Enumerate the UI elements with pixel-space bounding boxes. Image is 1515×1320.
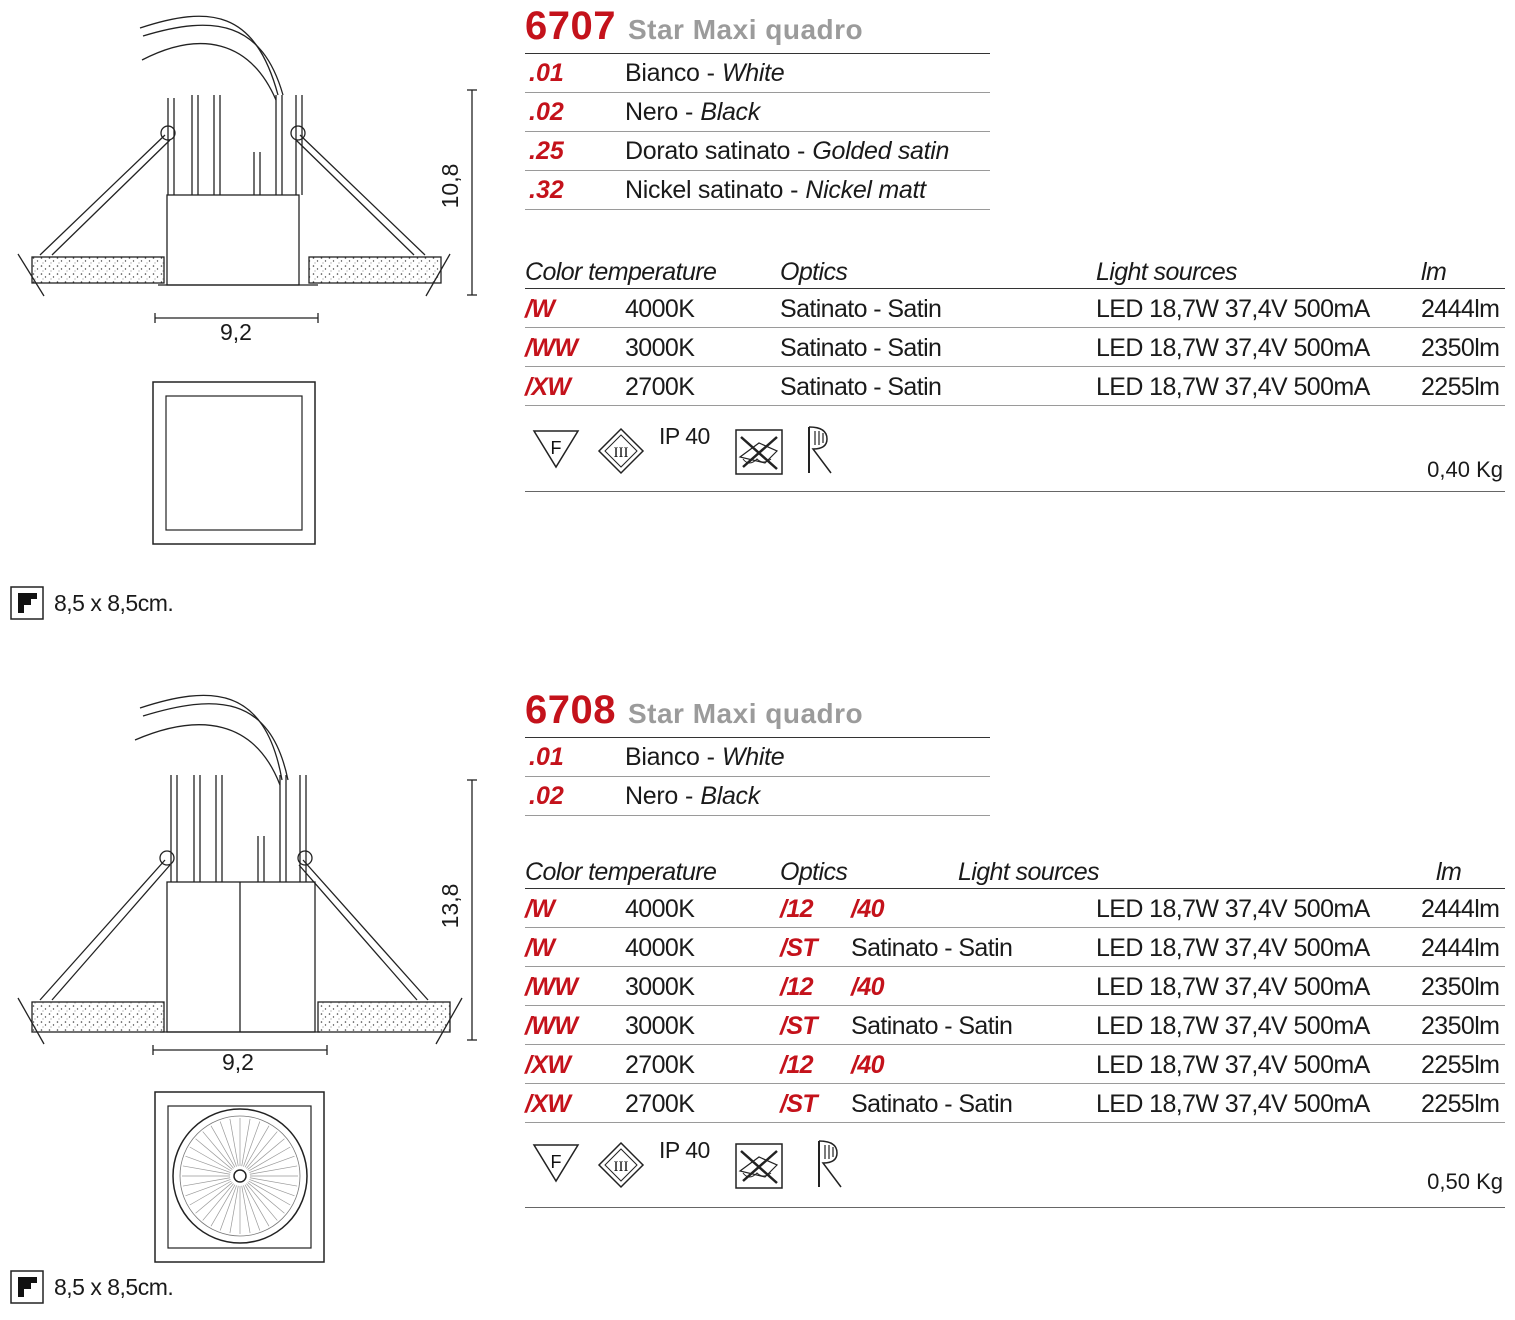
light-source: LED 18,7W 37,4V 500mA	[1096, 334, 1370, 362]
optics: Satinato - Satin	[780, 373, 942, 401]
front-view	[153, 382, 315, 544]
finish-code: .02	[529, 781, 564, 810]
optic-code: /ST	[780, 1090, 818, 1118]
finish-row: .25 Dorato satinato - Golded satin	[525, 132, 990, 171]
finish-name-en: Black	[700, 781, 760, 810]
width-dimension: 9,2	[220, 319, 252, 345]
header-lumen: lm	[1436, 858, 1462, 886]
light-source: LED 18,7W 37,4V 500mA	[1096, 973, 1370, 1001]
optics: Satinato - Satin	[780, 334, 942, 362]
table-row	[525, 289, 1505, 328]
variant-code: /XW	[525, 373, 571, 401]
table-row	[525, 1006, 1505, 1045]
product-name: Star Maxi quadro	[627, 14, 864, 45]
svg-text:F: F	[550, 438, 562, 458]
front-view	[155, 1092, 324, 1262]
lumen: 2255lm	[1421, 1090, 1500, 1118]
lumen: 2444lm	[1421, 934, 1500, 962]
cutout-size	[10, 1270, 173, 1304]
light-source: LED 18,7W 37,4V 500mA	[1096, 934, 1370, 962]
optic-code: /ST	[780, 934, 818, 962]
product-code: 6708	[525, 688, 616, 732]
variant-code: /WW	[525, 1012, 578, 1040]
header-optics: Optics	[780, 858, 848, 886]
class-f-icon	[531, 1141, 581, 1185]
reflector-rays	[182, 1118, 298, 1234]
header-light-sources: Light sources	[1096, 258, 1237, 286]
height-dimension: 13,8	[437, 883, 463, 929]
optic-code: /12	[780, 1051, 813, 1079]
no-insulation-cover-icon	[735, 1143, 783, 1189]
finish-name-en: White	[721, 58, 785, 87]
ip-rating: IP 40	[659, 423, 710, 449]
header-color-temperature: Color temperature	[525, 258, 717, 286]
finish-code: .32	[529, 175, 564, 204]
variant-code: /W	[525, 295, 555, 323]
optic-angle: /40	[851, 973, 884, 1001]
reflector-ray	[203, 1132, 234, 1169]
spec-table-header	[525, 858, 1505, 889]
product-title	[525, 4, 863, 49]
lumen: 2444lm	[1421, 895, 1500, 923]
product-section-6708	[0, 660, 1515, 1320]
optic-code: /12	[780, 973, 813, 1001]
reflector-ray	[248, 1139, 285, 1170]
spec-table-header	[525, 258, 1505, 289]
finish-row: .32 Nickel satinato - Nickel matt	[525, 171, 990, 210]
finish-row: .01 Bianco - White	[525, 54, 990, 93]
lumen: 2255lm	[1421, 1051, 1500, 1079]
reflector-ray	[246, 1132, 277, 1169]
optic-finish: Satinato - Satin	[851, 934, 1013, 962]
technical-drawing	[0, 660, 500, 1320]
finish-row: .02 Nero - Black	[525, 93, 990, 132]
header-lumen: lm	[1421, 258, 1447, 286]
light-source: LED 18,7W 37,4V 500mA	[1096, 895, 1370, 923]
finish-name-it: Bianco	[625, 742, 700, 771]
color-temperature: 3000K	[625, 334, 695, 362]
color-temperature: 4000K	[625, 934, 695, 962]
color-temperature: 3000K	[625, 1012, 695, 1040]
finish-row: .02 Nero - Black	[525, 777, 990, 816]
optic-finish: Satinato - Satin	[851, 1012, 1013, 1040]
finish-name-en: White	[721, 742, 785, 771]
variant-code: /W	[525, 895, 555, 923]
cutout-label: 8,5 x 8,5cm.	[54, 589, 174, 616]
svg-text:III: III	[613, 1159, 629, 1175]
finishes-list	[525, 53, 990, 210]
finish-name-en: Black	[700, 97, 760, 126]
cutout-label: 8,5 x 8,5cm.	[54, 1273, 174, 1300]
finish-name-it: Nero	[625, 781, 678, 810]
finish-name-it: Nickel satinato	[625, 175, 784, 204]
light-source: LED 18,7W 37,4V 500mA	[1096, 373, 1370, 401]
reflector-ray	[248, 1182, 285, 1213]
lumen: 2350lm	[1421, 1012, 1500, 1040]
finishes-list	[525, 737, 990, 816]
side-view	[18, 16, 477, 323]
replaceable-light-source-icon	[813, 1139, 847, 1189]
finish-name-it: Dorato satinato	[625, 136, 791, 165]
class-iii-icon	[597, 427, 645, 475]
lumen: 2350lm	[1421, 973, 1500, 1001]
table-row	[525, 1084, 1505, 1123]
light-source: LED 18,7W 37,4V 500mA	[1096, 295, 1370, 323]
spec-table	[525, 258, 1505, 406]
class-iii-icon	[597, 1141, 645, 1189]
color-temperature: 2700K	[625, 1090, 695, 1118]
lumen: 2350lm	[1421, 334, 1500, 362]
color-temperature: 3000K	[625, 973, 695, 1001]
certification-icons	[525, 1127, 1505, 1208]
lumen: 2255lm	[1421, 373, 1500, 401]
table-row	[525, 889, 1505, 928]
weight-label: 0,40 Kg	[1427, 457, 1503, 482]
reflector-ray	[196, 1182, 233, 1213]
finish-code: .02	[529, 97, 564, 126]
color-temperature: 4000K	[625, 295, 695, 323]
product-code: 6707	[525, 4, 616, 48]
reflector-ray	[196, 1139, 233, 1170]
product-title	[525, 688, 863, 733]
color-temperature: 2700K	[625, 1051, 695, 1079]
table-row	[525, 367, 1505, 406]
finish-name-en: Golded satin	[812, 136, 950, 165]
optic-angle: /40	[851, 895, 884, 923]
finish-code: .01	[529, 742, 564, 771]
light-source: LED 18,7W 37,4V 500mA	[1096, 1051, 1370, 1079]
ip-rating: IP 40	[659, 1137, 710, 1163]
reflector-ray	[203, 1184, 234, 1221]
finish-name-en: Nickel matt	[805, 175, 926, 204]
cutout-size	[10, 586, 173, 620]
class-f-icon	[531, 427, 581, 471]
light-source: LED 18,7W 37,4V 500mA	[1096, 1090, 1370, 1118]
finish-name-it: Nero	[625, 97, 678, 126]
color-temperature: 4000K	[625, 895, 695, 923]
variant-code: /WW	[525, 334, 578, 362]
variant-code: /XW	[525, 1051, 571, 1079]
color-temperature: 2700K	[625, 373, 695, 401]
technical-drawing	[0, 0, 500, 660]
no-insulation-cover-icon	[735, 429, 783, 475]
lumen: 2444lm	[1421, 295, 1500, 323]
side-view	[18, 695, 477, 1055]
header-light-sources: Light sources	[958, 858, 1099, 886]
light-source: LED 18,7W 37,4V 500mA	[1096, 1012, 1370, 1040]
reflector-ray	[246, 1184, 277, 1221]
height-dimension: 10,8	[437, 163, 463, 209]
cutout-icon	[10, 1270, 44, 1304]
certification-icons	[525, 411, 1505, 492]
weight-label: 0,50 Kg	[1427, 1169, 1503, 1194]
svg-text:III: III	[613, 445, 629, 461]
spec-table	[525, 858, 1505, 1123]
header-color-temperature: Color temperature	[525, 858, 717, 886]
optic-code: /12	[780, 895, 813, 923]
finish-code: .01	[529, 58, 564, 87]
variant-code: /XW	[525, 1090, 571, 1118]
optics: Satinato - Satin	[780, 295, 942, 323]
finish-name-it: Bianco	[625, 58, 700, 87]
finish-code: .25	[529, 136, 564, 165]
variant-code: /W	[525, 934, 555, 962]
table-row	[525, 928, 1505, 967]
product-name: Star Maxi quadro	[627, 698, 864, 729]
optic-angle: /40	[851, 1051, 884, 1079]
table-row	[525, 1045, 1505, 1084]
optic-code: /ST	[780, 1012, 818, 1040]
table-row	[525, 967, 1505, 1006]
width-dimension: 9,2	[222, 1049, 254, 1075]
optic-finish: Satinato - Satin	[851, 1090, 1013, 1118]
table-row	[525, 328, 1505, 367]
cutout-icon	[10, 586, 44, 620]
variant-code: /WW	[525, 973, 578, 1001]
finish-row: .01 Bianco - White	[525, 738, 990, 777]
header-optics: Optics	[780, 258, 848, 286]
svg-text:F: F	[550, 1152, 562, 1172]
replaceable-light-source-icon	[803, 425, 837, 475]
